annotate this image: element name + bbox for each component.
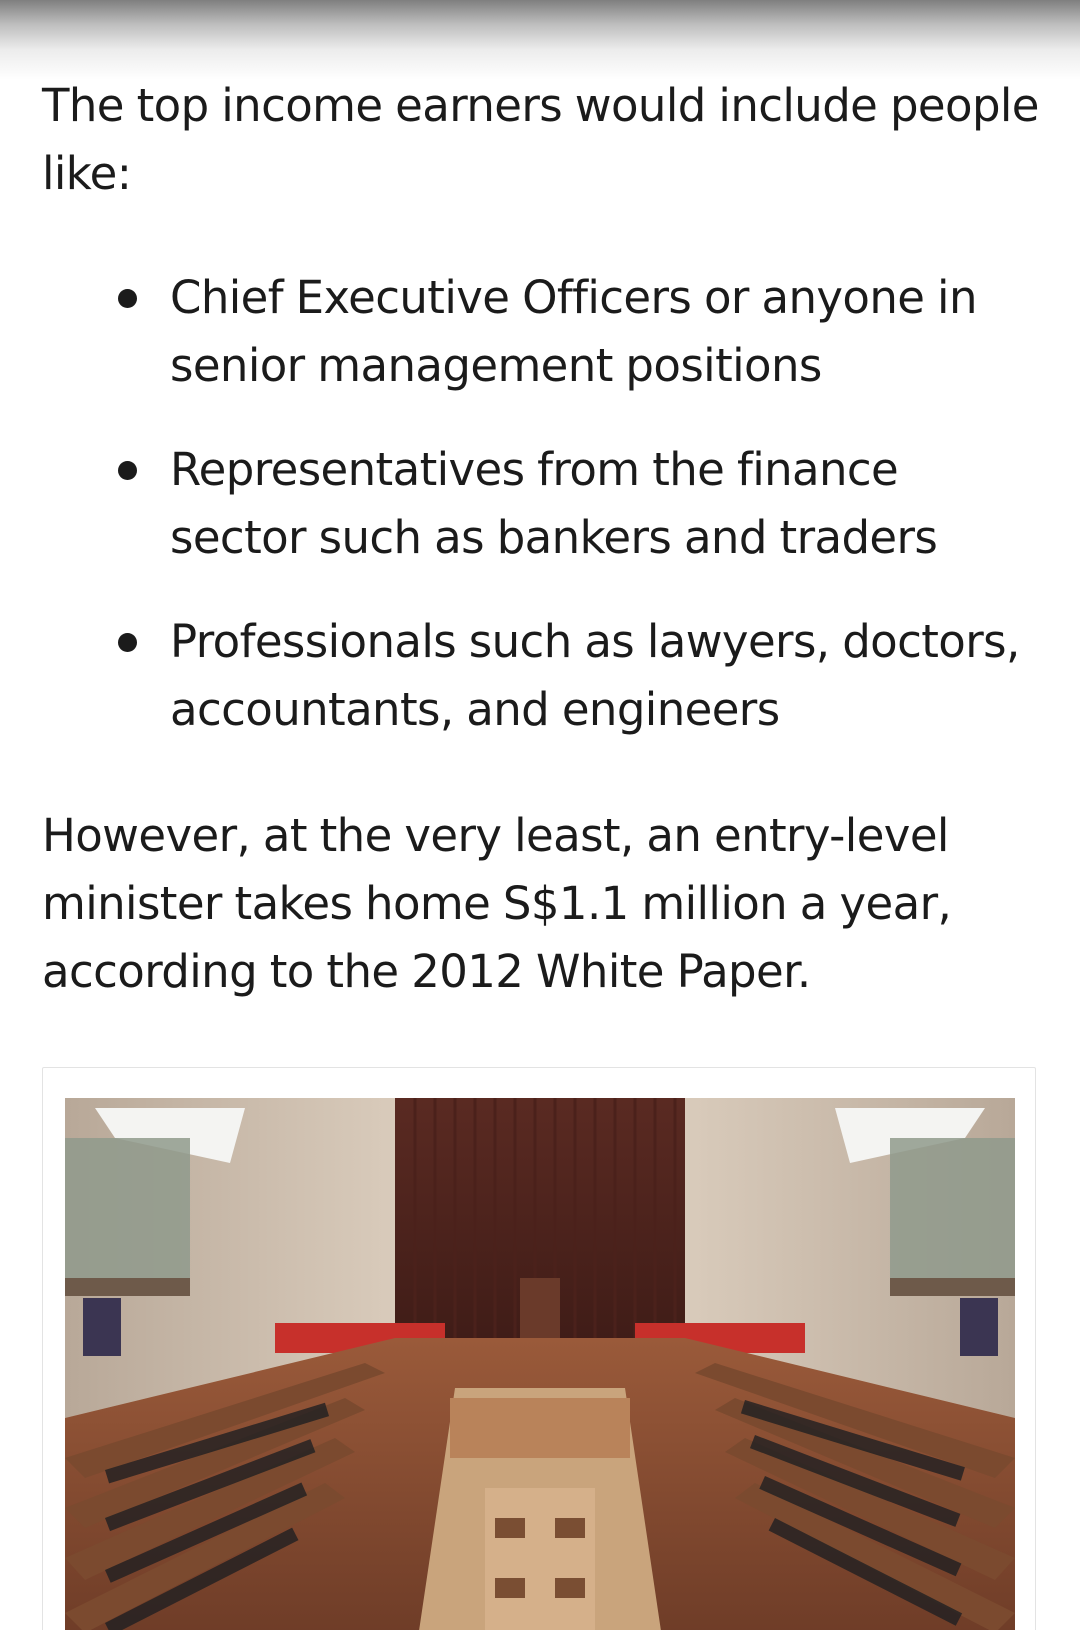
list-item	[42, 436, 1042, 572]
intro-paragraph: The top income earners would include people like:	[42, 79, 1039, 200]
list-item-text: Professionals such as lawyers, doctors, accountants, and engineers	[170, 615, 1020, 736]
parliament-illustration	[65, 1098, 1015, 1630]
parliament-photo[interactable]	[65, 1098, 1015, 1630]
article-figure	[42, 1067, 1036, 1630]
bullet-icon	[118, 289, 137, 308]
closing-paragraph: However, at the very least, an entry-level minister takes home S$1.1 million a year, according to the 2012 White Paper.	[42, 809, 952, 998]
list-item	[42, 608, 1042, 744]
list-item	[42, 264, 1042, 400]
article-body	[42, 72, 1042, 1006]
list-item-text: Representatives from the finance sector such as bankers and traders	[170, 443, 938, 564]
income-earners-list	[42, 264, 1042, 744]
bullet-icon	[118, 461, 137, 480]
bullet-icon	[118, 633, 137, 652]
top-scroll-shadow	[0, 0, 1080, 80]
list-item-text: Chief Executive Officers or anyone in senior management positions	[170, 271, 977, 392]
